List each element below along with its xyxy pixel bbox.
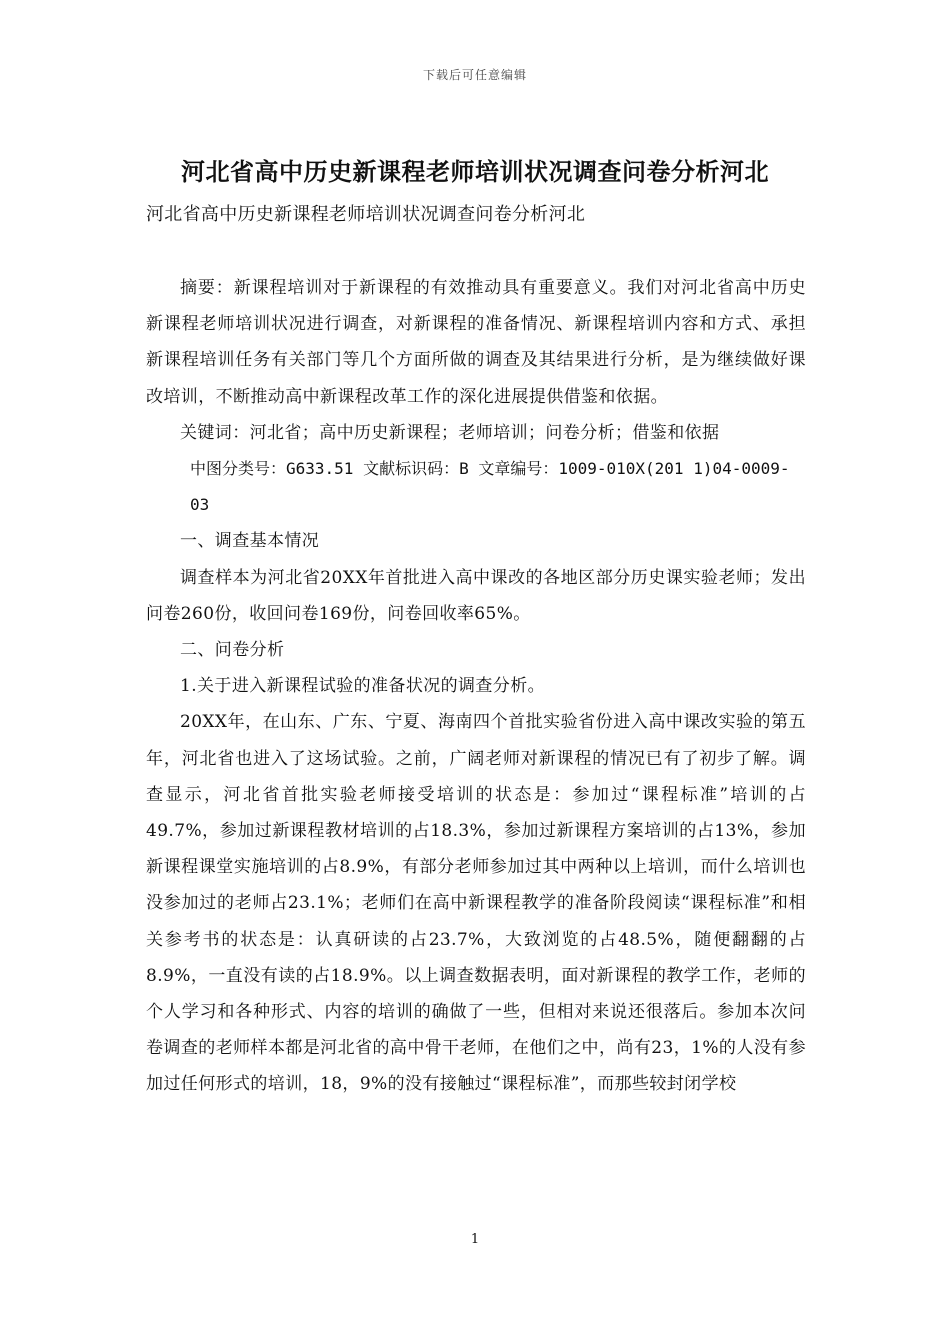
document-title: 河北省高中历史新课程老师培训状况调查问卷分析河北	[181, 157, 769, 186]
abstract-paragraph: 摘要：新课程培训对于新课程的有效推动具有重要意义。我们对河北省高中历史新课程老师培训状况进行调查，对新课程的准备情况、新课程培训内容和方式、承担新课程培训任务有关部门等几个方面所做的调查及其结果进行分析，是为继续做好课改培训，不断推动高中新课程改革工作的深化进展提供借鉴和依据。	[146, 278, 806, 407]
classification-paragraph: 中图分类号：G633.51 文献标识码：B 文章编号：1009-010X(201 1)04-0009-03	[190, 459, 790, 515]
keywords-paragraph: 关键词：河北省；高中历史新课程；老师培训；问卷分析；借鉴和依据	[180, 422, 720, 443]
page-number: 1	[470, 1232, 480, 1247]
preparation-analysis-paragraph: 20XX年，在山东、广东、宁夏、海南四个首批实验省份进入高中课改实验的第五年，河北省也进入了这场试验。之前，广阔老师对新课程的情况已有了初步了解。调查显示，河北省首批实验老师接受培训的状态是：参加过“课程标准”培训的占49.7%，参加过新课程教材培训的占18.3%，参加过新课程方案培训的占13%，参加新课程课堂实施培训的占8.9%，有部分老师参加过其中两种以上培训，而什么培训也没参加过的老师占23.1%；老师们在高中新课程教学的准备阶段阅读“课程标准”和相关参考书的状态是：认真研读的占23.7%，大致浏览的占48.5%，随便翻翻的占8.9%，一直没有读的占18.9%。以上调查数据表明，面对新课程的教学工作，老师的个人学习和各种形式、内容的培训的确做了一些，但相对来说还很落后。参加本次问卷调查的老师样本都是河北省的高中骨干老师，在他们之中，尚有23，1%的人没有参加过任何形式的培训，18，9%的没有接触过“课程标准”，而那些较封闭学校	[146, 712, 806, 1095]
document-body	[146, 270, 806, 1103]
survey-basics-paragraph: 调查样本为河北省20XX年首批进入高中课改的各地区部分历史课实验老师；发出问卷260份，收回问卷169份，问卷回收率65%。	[146, 567, 806, 624]
section-heading-survey-basics: 一、调查基本情况	[180, 531, 320, 552]
section-heading-questionnaire-analysis: 二、问卷分析	[180, 640, 285, 661]
document-subtitle: 河北省高中历史新课程老师培训状况调查问卷分析河北	[146, 204, 586, 225]
page-header-note: 下载后可任意编辑	[422, 68, 527, 82]
subsection-heading-preparation: 1.关于进入新课程试验的准备状况的调查分析。	[180, 676, 546, 697]
